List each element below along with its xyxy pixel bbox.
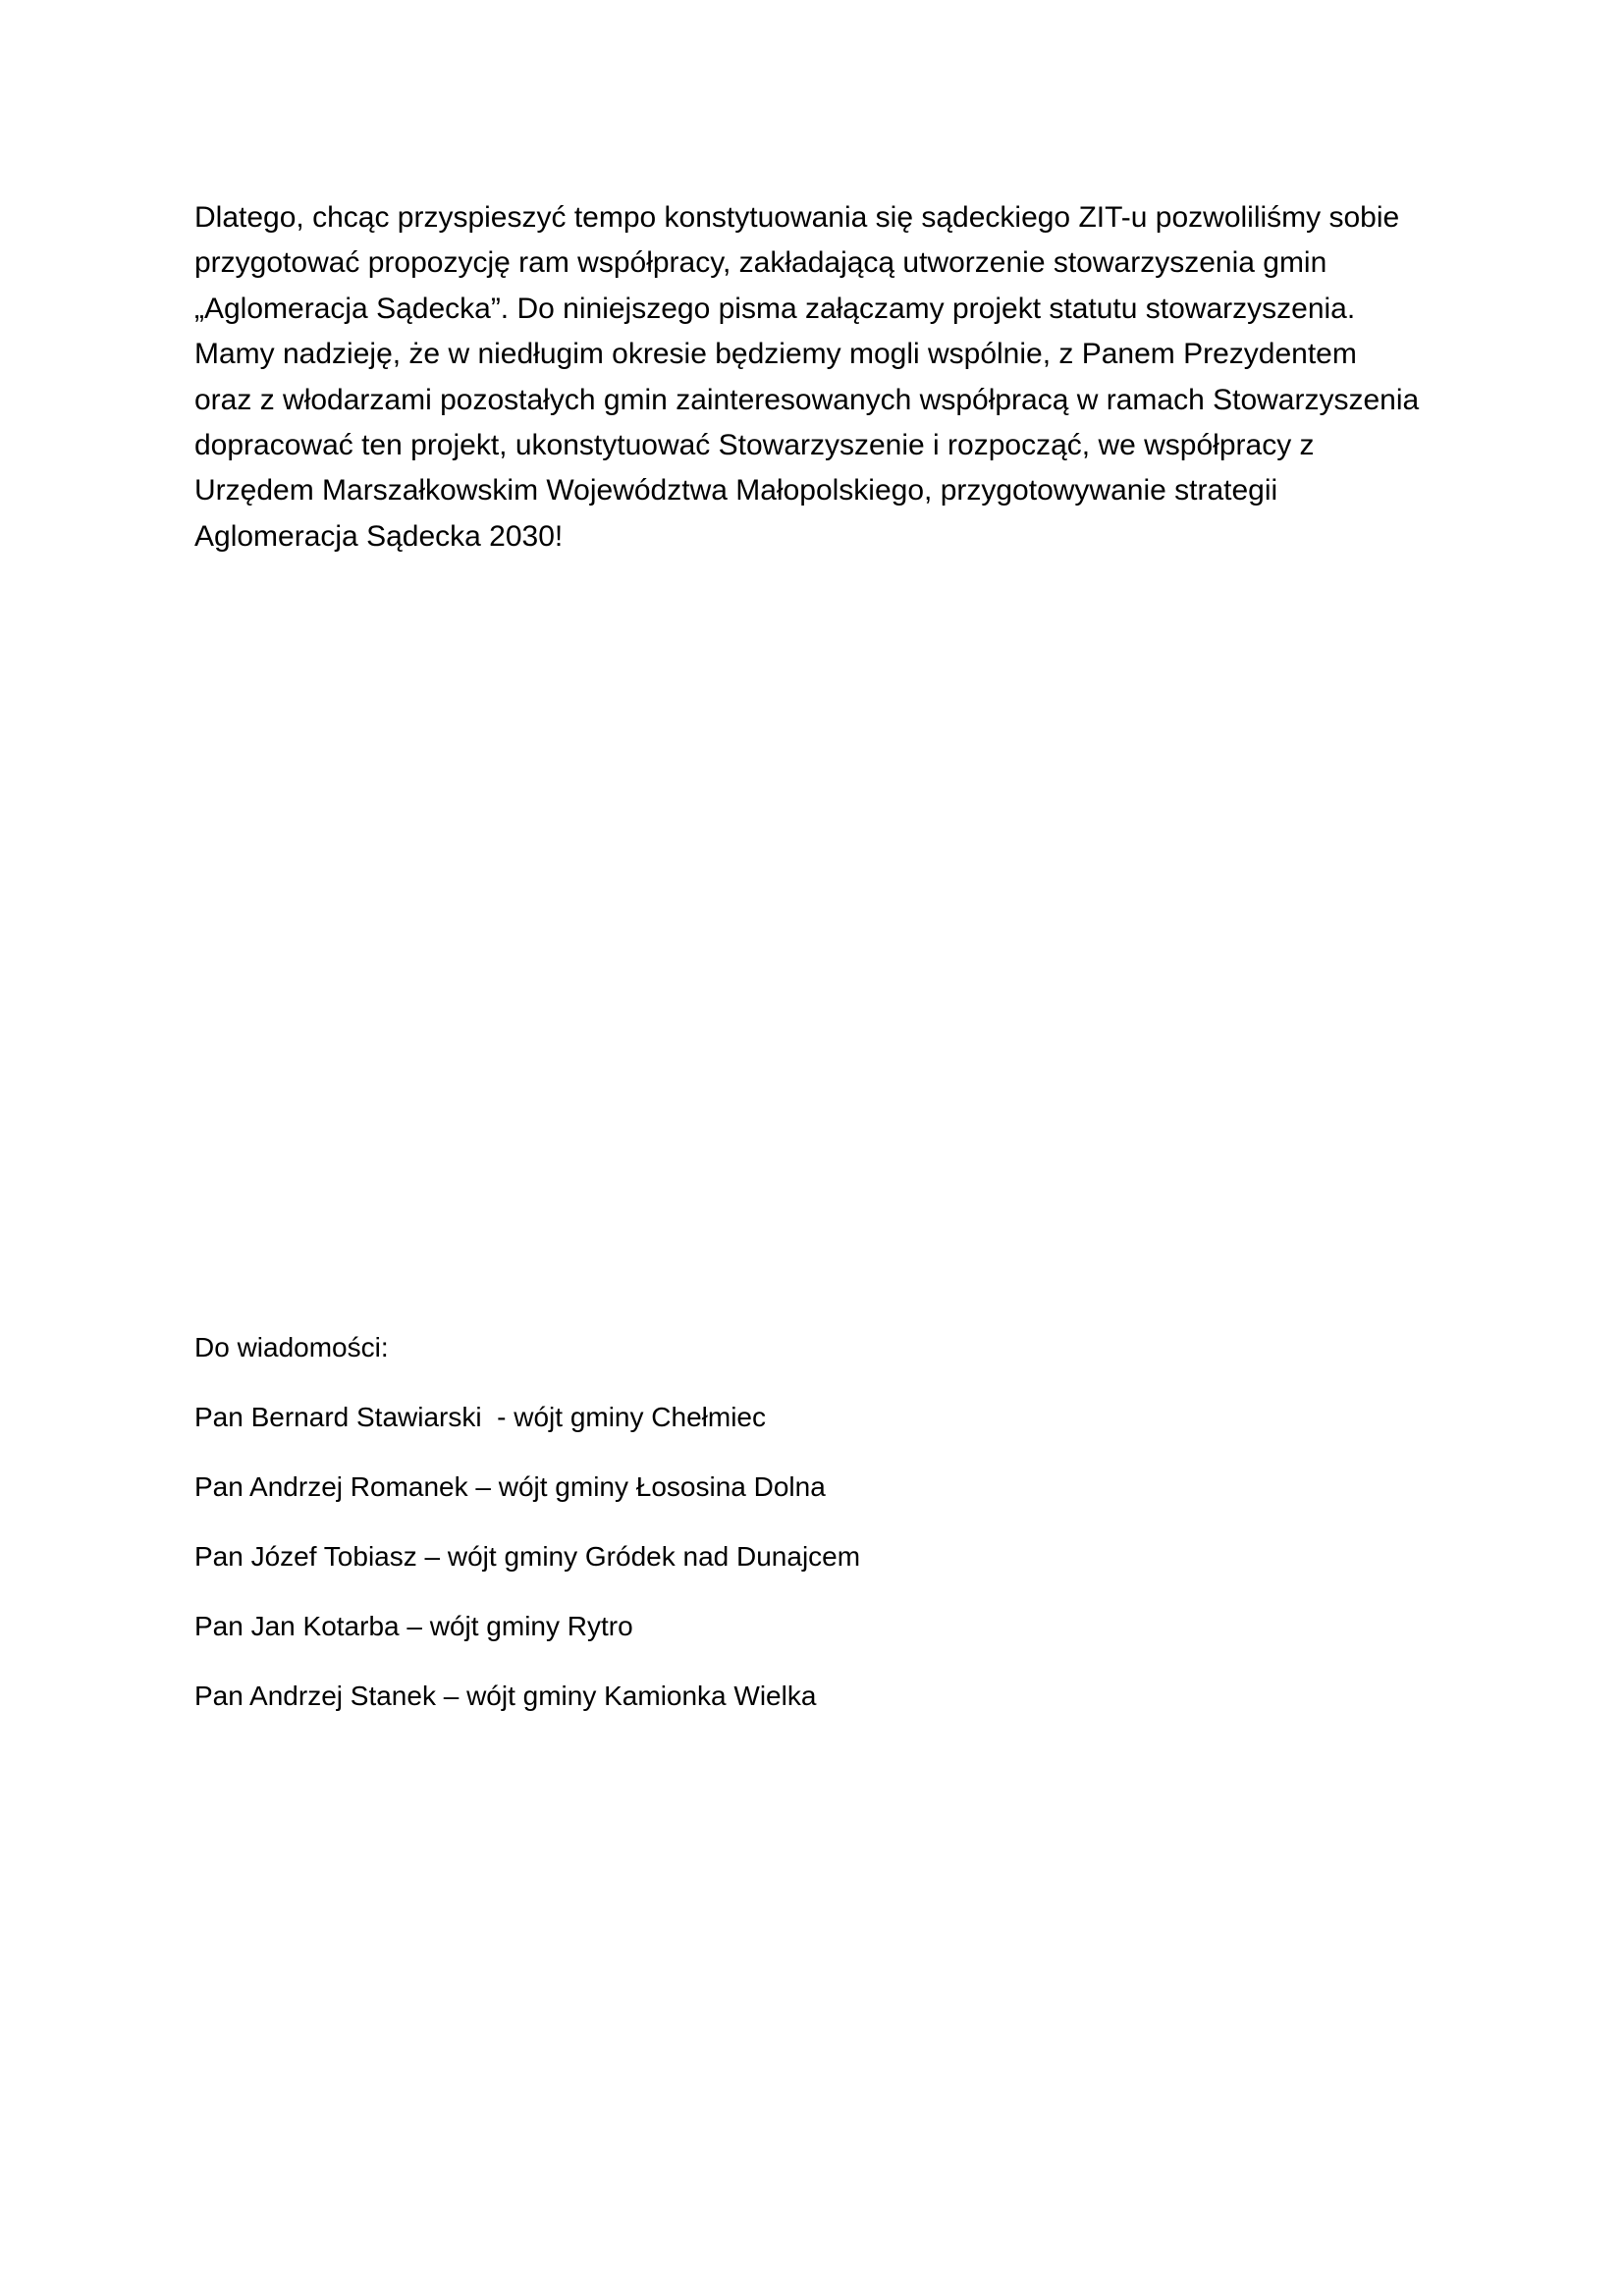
body-line: Aglomeracja Sądecka 2030! — [194, 519, 564, 553]
cc-recipient: Pan Andrzej Stanek – wójt gminy Kamionka Wielka — [194, 1681, 817, 1711]
cc-recipient: Pan Andrzej Romanek – wójt gminy Łososina Dolna — [194, 1471, 826, 1502]
body-line: przygotować propozycję ram współpracy, zakładającą utworzenie stowarzyszenia gmin — [194, 246, 1327, 280]
cc-heading: Do wiadomości: — [194, 1332, 389, 1362]
cc-section — [194, 1328, 1176, 1746]
body-paragraph — [194, 195, 1471, 560]
cc-recipient: Pan Józef Tobiasz – wójt gminy Gródek nad Dunajcem — [194, 1541, 861, 1572]
body-line: dopracować ten projekt, ukonstytuować Stowarzyszenie i rozpocząć, we współpracy z — [194, 429, 1315, 462]
cc-recipient: Pan Bernard Stawiarski - wójt gminy Chełmiec — [194, 1402, 766, 1432]
body-line: „Aglomeracja Sądecka”. Do niniejszego pisma załączamy projekt statutu stowarzyszenia. — [194, 292, 1356, 325]
cc-recipient: Pan Jan Kotarba – wójt gminy Rytro — [194, 1611, 633, 1641]
body-line: Dlatego, chcąc przyspieszyć tempo konstytuowania się sądeckiego ZIT-u pozwoliliśmy sobie — [194, 201, 1400, 234]
cc-recipient-list — [194, 1398, 1176, 1716]
body-line: oraz z włodarzami pozostałych gmin zainteresowanych współpracą w ramach Stowarzyszenia — [194, 383, 1420, 416]
body-line: Urzędem Marszałkowskim Województwa Małopolskiego, przygotowywanie strategii — [194, 474, 1278, 507]
body-line: Mamy nadzieję, że w niedługim okresie będziemy mogli wspólnie, z Panem Prezydentem — [194, 338, 1357, 371]
